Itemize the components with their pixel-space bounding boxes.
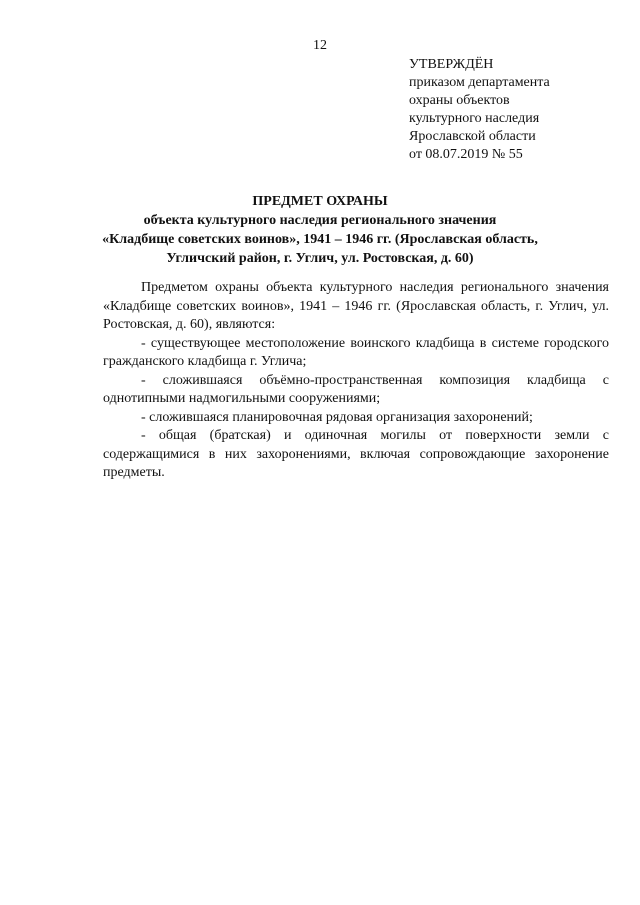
approval-line-approved: УТВЕРЖДЁН (409, 57, 494, 72)
list-item-layout: - сложившаяся планировочная рядовая организация захоронений; (141, 409, 533, 425)
title-subtitle: объекта культурного наследия регионального значения (143, 213, 497, 228)
list-item-graves: - общая (братская) и одиночная могилы от поверхности земли с содержащимися в них захоронениями, включая сопровождающие захоронение предметы. (103, 428, 609, 480)
title-address: Угличский район, г. Углич, ул. Ростовская, д. 60) (166, 251, 474, 266)
approval-line-protection: охраны объектов (409, 93, 510, 108)
approval-line-region: Ярославской области (409, 129, 536, 144)
page-number: 12 (313, 38, 327, 53)
approval-line-order: приказом департамента (409, 75, 550, 90)
title-main: ПРЕДМЕТ ОХРАНЫ (252, 194, 388, 209)
title-object-name: «Кладбище советских воинов», 1941 – 1946 гг. (Ярославская область, (102, 232, 538, 247)
list-item-location: - существующее местоположение воинского кладбища в системе городского гражданского кладбища г. Углича; (103, 335, 609, 369)
document-body (103, 279, 609, 483)
list-item-composition: - сложившаяся объёмно-пространственная композиция кладбища с однотипными надмогильными сооружениями; (103, 372, 609, 406)
approval-stamp (409, 56, 550, 164)
document-title (0, 192, 640, 268)
approval-line-date-number: от 08.07.2019 № 55 (409, 147, 523, 162)
intro-paragraph: Предметом охраны объекта культурного наследия регионального значения «Кладбище советских воинов», 1941 – 1946 гг. (Ярославская область, г. Углич, ул. Ростовская, д. 60), являются: (103, 280, 609, 332)
approval-line-heritage: культурного наследия (409, 111, 540, 126)
